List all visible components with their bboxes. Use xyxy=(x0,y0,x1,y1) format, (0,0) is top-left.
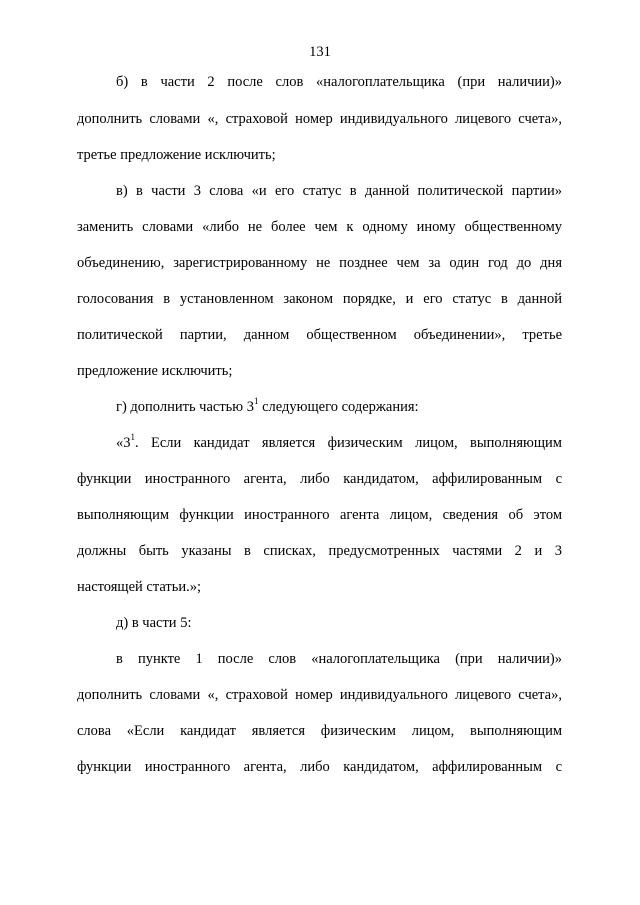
paragraph-line: политической партии, данном общественном объединении», третье xyxy=(77,327,562,343)
page-number: 131 xyxy=(309,44,331,60)
line-text: . Если кандидат является физическим лицом, выполняющим xyxy=(135,435,562,451)
paragraph-line xyxy=(116,433,562,453)
line-text: г) дополнить частью 3 xyxy=(116,399,254,415)
paragraph-line: функции иностранного агента, либо кандидатом, аффилированным с xyxy=(77,759,562,775)
paragraph-line: д) в части 5: xyxy=(116,615,192,631)
paragraph-line: в пункте 1 после слов «налогоплательщика (при наличии)» xyxy=(116,651,562,667)
paragraph-line: предложение исключить; xyxy=(77,363,233,379)
paragraph-line xyxy=(116,397,562,417)
paragraph-line: объединению, зарегистрированному не позднее чем за один год до дня xyxy=(77,255,562,271)
paragraph-line: выполняющим функции иностранного агента лицом, сведения об этом xyxy=(77,507,562,523)
paragraph-line: в) в части 3 слова «и его статус в данной политической партии» xyxy=(116,183,562,199)
paragraph-line: б) в части 2 после слов «налогоплательщика (при наличии)» xyxy=(116,74,562,90)
superscript: 1 xyxy=(130,432,135,442)
paragraph-line: дополнить словами «, страховой номер индивидуального лицевого счета», xyxy=(77,687,562,703)
paragraph-line: должны быть указаны в списках, предусмотренных частями 2 и 3 xyxy=(77,543,562,559)
paragraph-line: функции иностранного агента, либо кандидатом, аффилированным с xyxy=(77,471,562,487)
paragraph-line: третье предложение исключить; xyxy=(77,147,276,163)
paragraph-line: дополнить словами «, страховой номер индивидуального лицевого счета», xyxy=(77,111,562,127)
superscript: 1 xyxy=(254,396,259,406)
paragraph-line: слова «Если кандидат является физическим лицом, выполняющим xyxy=(77,723,562,739)
line-text: следующего содержания: xyxy=(262,399,419,415)
paragraph-line: голосования в установленном законом порядке, и его статус в данной xyxy=(77,291,562,307)
line-text: «3 xyxy=(116,435,131,451)
paragraph-line: настоящей статьи.»; xyxy=(77,579,202,595)
paragraph-line: заменить словами «либо не более чем к одному иному общественному xyxy=(77,219,562,235)
